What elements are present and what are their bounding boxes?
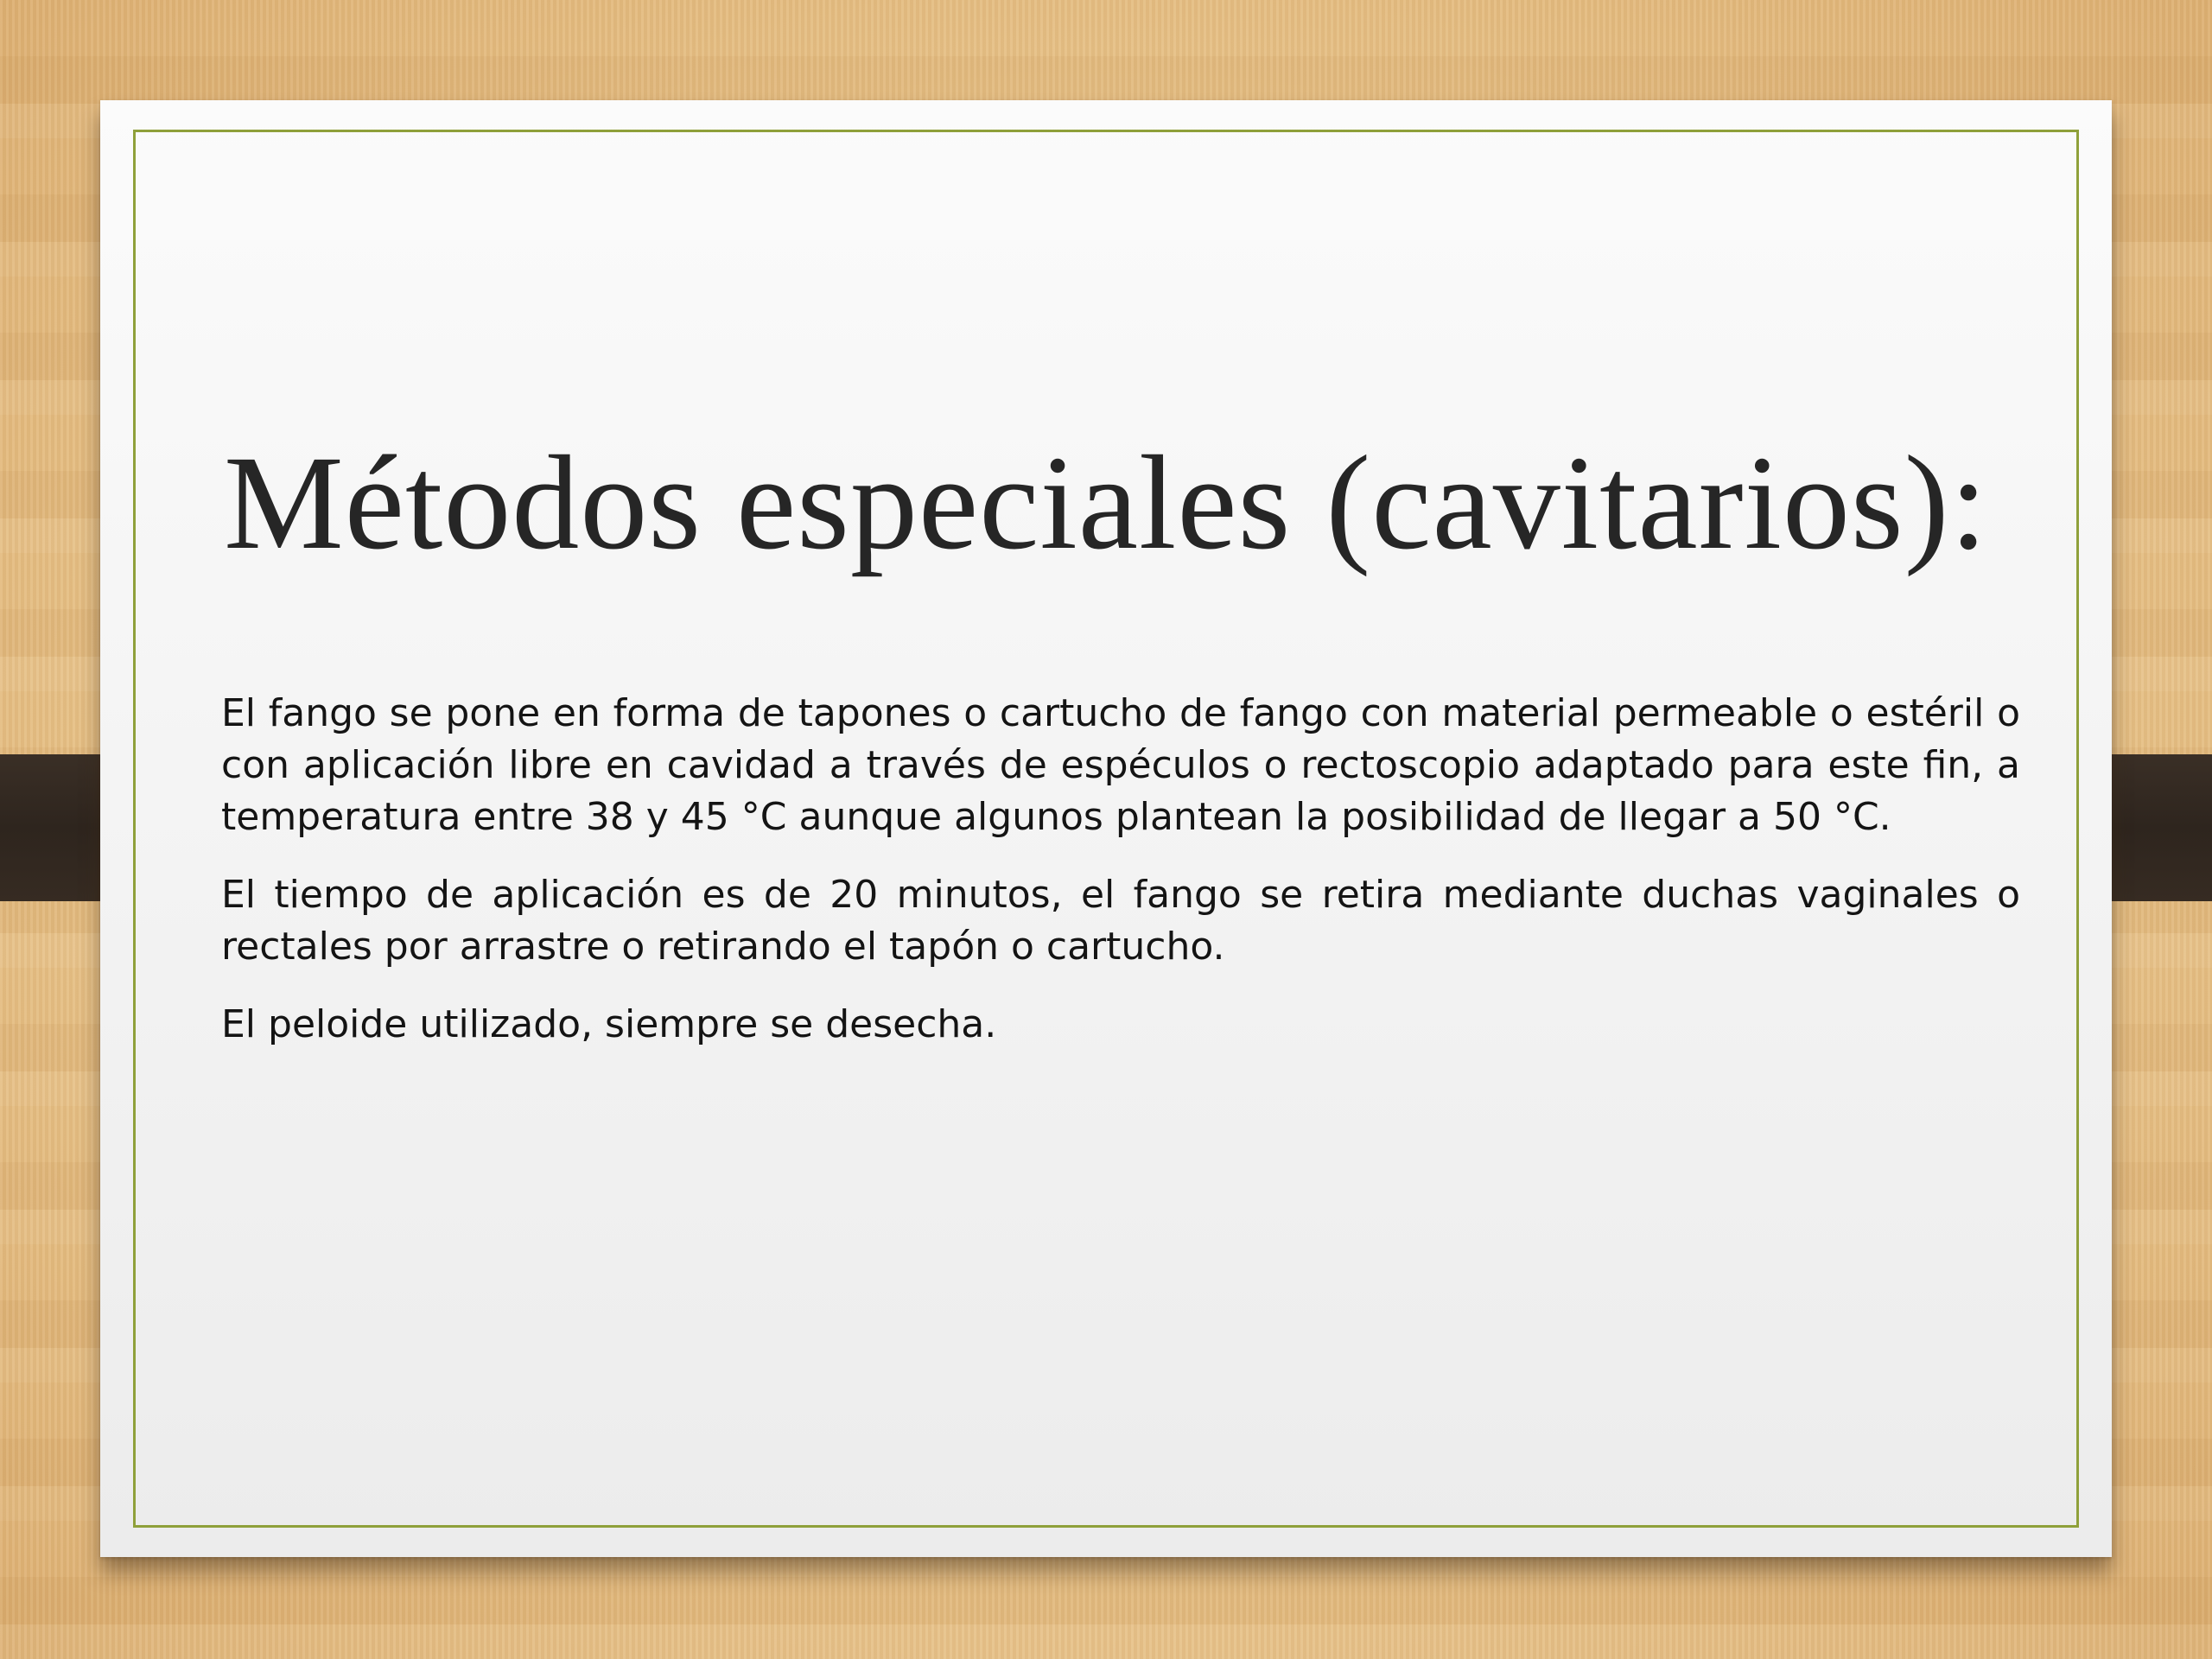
body-paragraph: El peloide utilizado, siempre se desecha. (221, 1002, 997, 1046)
body-paragraph: El fango se pone en forma de tapones o cartucho de fango con material permeable o estéril o con aplicación libre en cavidad a través de espéculos o rectoscopio adaptado para este fin, a temperatura entre 38 y 45 °C aunque algunos plantean la posibilidad de llegar a 50 °C. (221, 691, 2020, 839)
slide-body (221, 688, 2020, 1077)
slide (100, 100, 2112, 1557)
body-paragraph: El tiempo de aplicación es de 20 minutos, el fango se retira mediante duchas vaginales o rectales por arrastre o retirando el tapón o cartucho. (221, 873, 2020, 969)
slide-title: Métodos especiales (cavitarios): (224, 428, 1988, 577)
